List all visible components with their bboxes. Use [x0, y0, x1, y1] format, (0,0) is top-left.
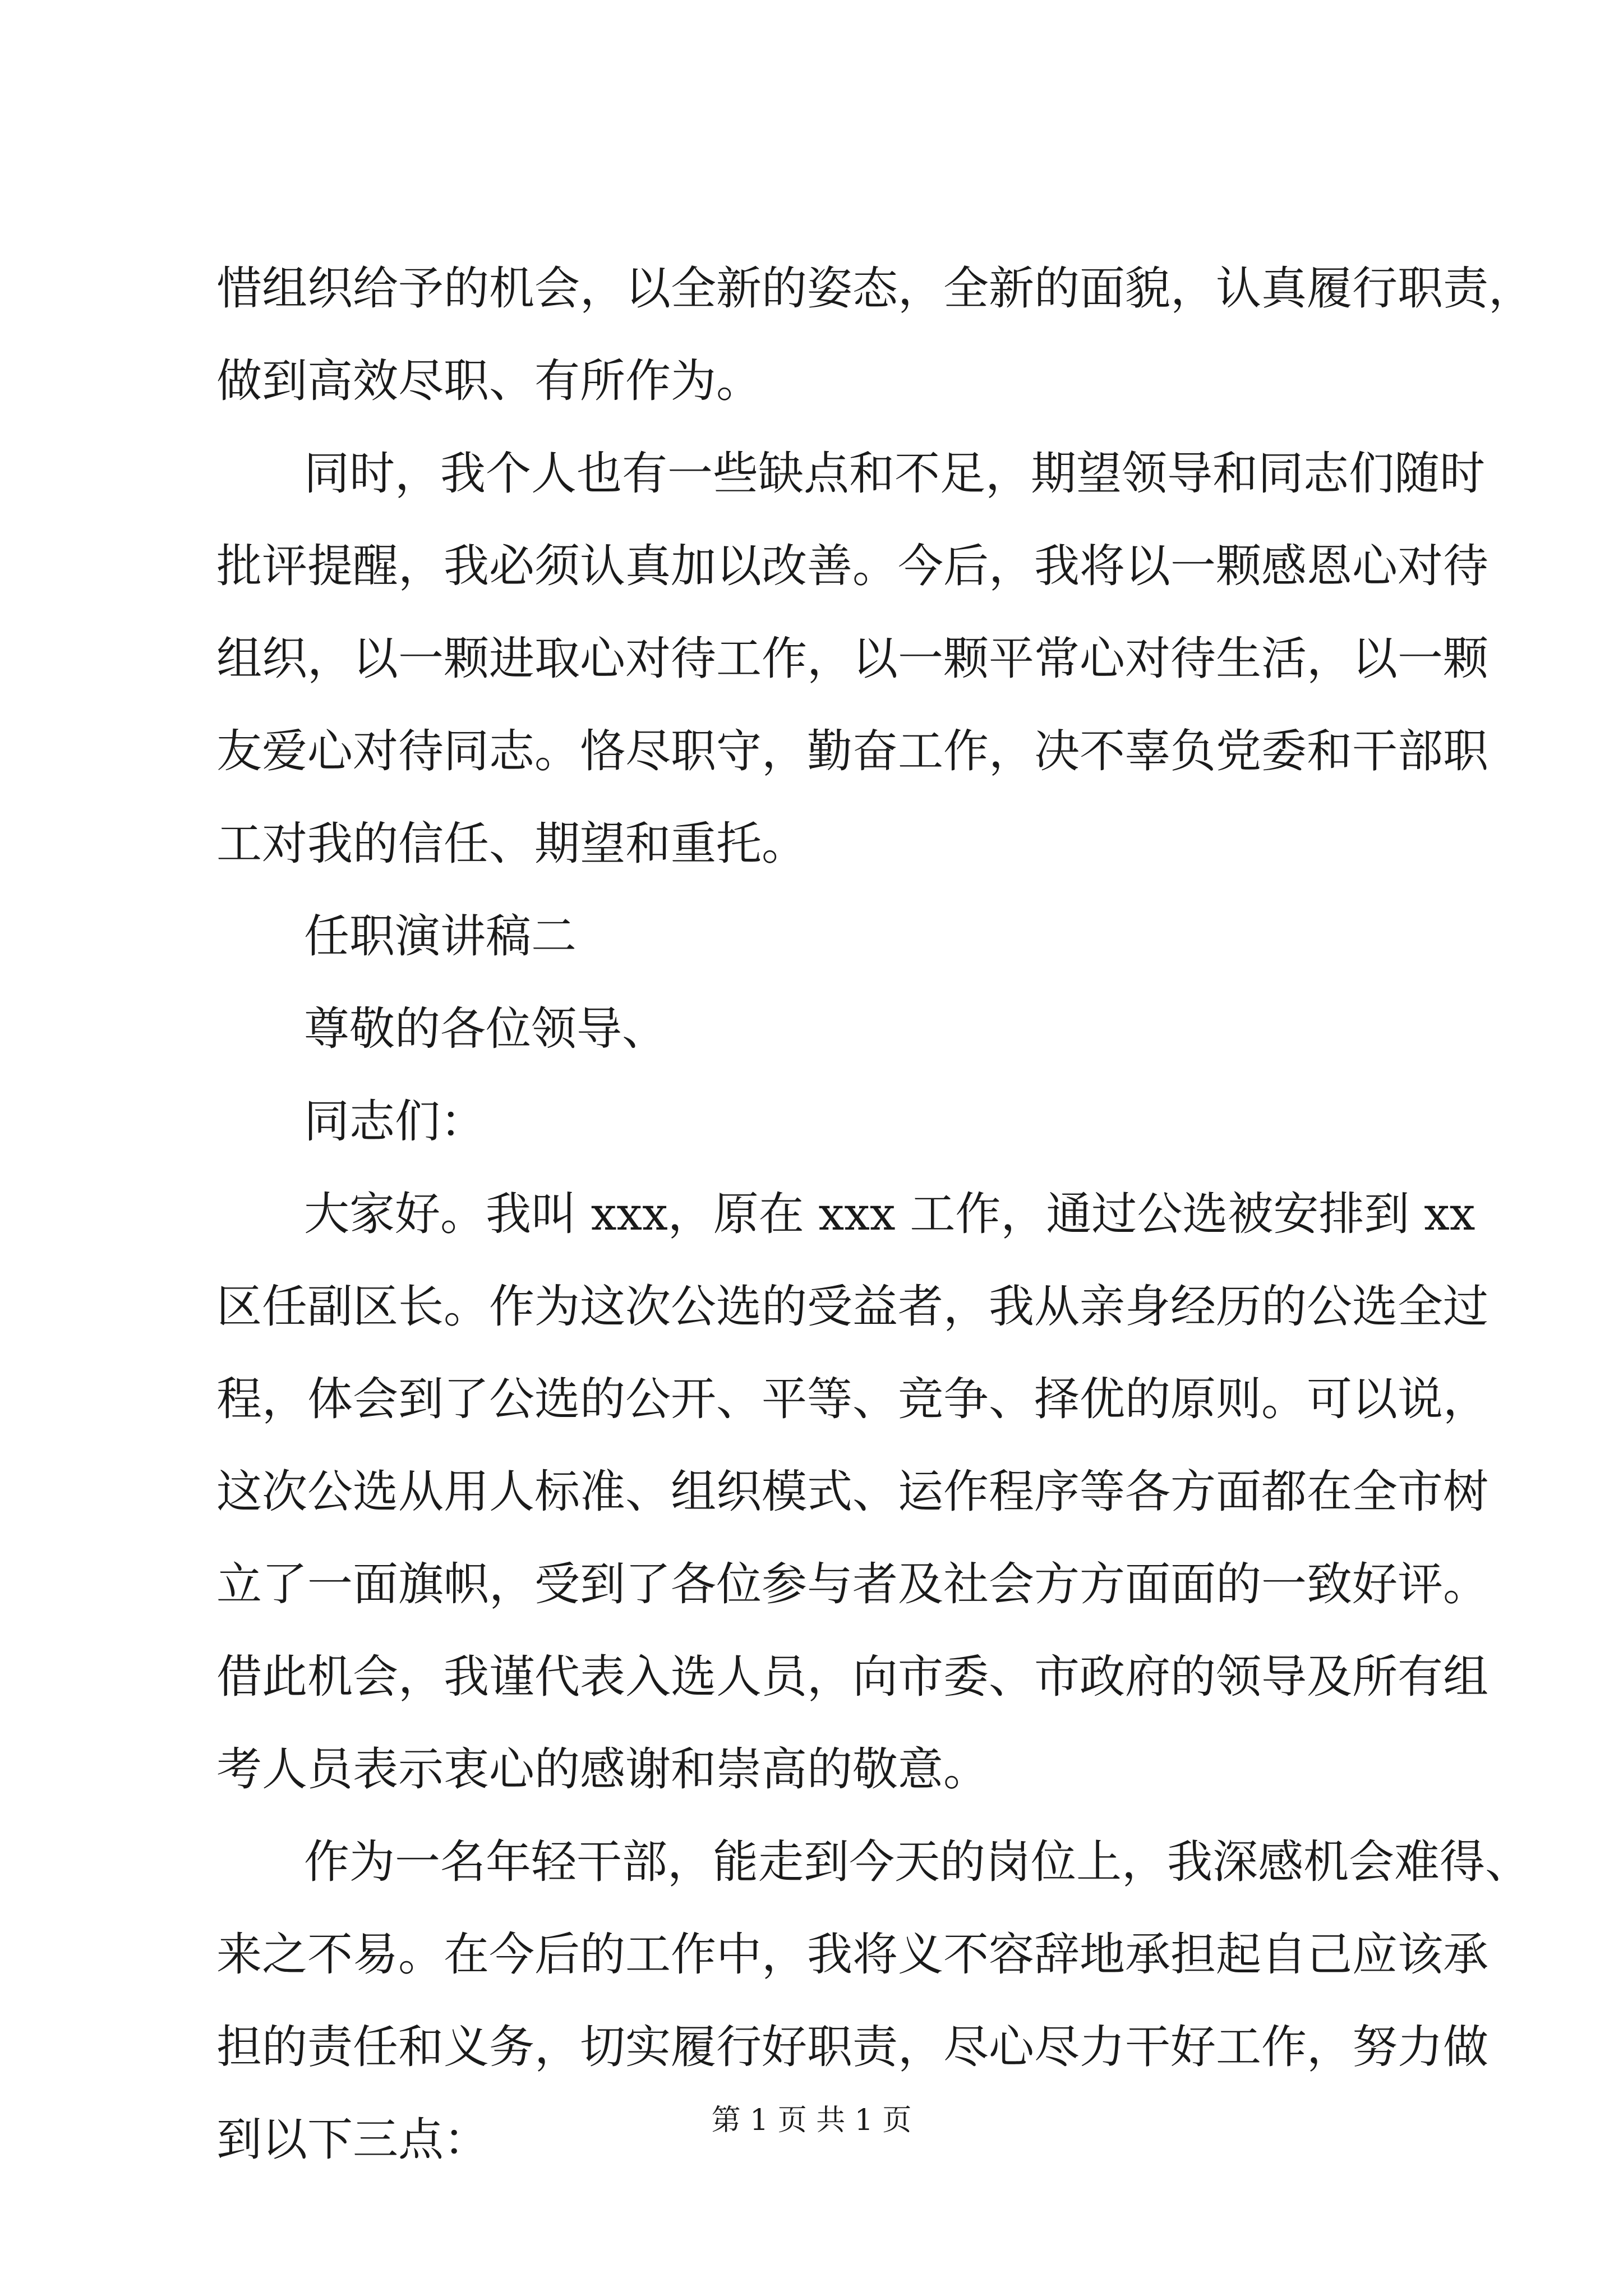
text-line: 作为一名年轻干部，能走到今天的岗位上，我深感机会难得、 — [304, 1836, 1531, 1889]
section-heading: 任职演讲稿二 — [304, 910, 577, 963]
text-line: 借此机会，我谨代表入选人员，向市委、市政府的领导及所有组 — [216, 1651, 1489, 1704]
text-line: 这次公选从用人标准、组织模式、运作程序等各方面都在全市树 — [216, 1466, 1489, 1519]
text-line: 考人员表示衷心的感谢和崇高的敬意。 — [216, 1743, 989, 1796]
text-line: 工对我的信任、期望和重托。 — [216, 818, 808, 871]
salutation-line: 尊敬的各位领导、 — [304, 1003, 668, 1056]
text-line: 做到高效尽职、有所作为。 — [216, 355, 762, 408]
text-line: 担的责任和义务，切实履行好职责，尽心尽力干好工作，努力做 — [216, 2021, 1489, 2074]
text-line: 惜组织给予的机会，以全新的姿态，全新的面貌，认真履行职责， — [216, 263, 1534, 315]
text-line: 程，体会到了公选的公开、平等、竞争、择优的原则。可以说， — [216, 1373, 1489, 1426]
page-footer: 第 1 页 共 1 页 — [711, 2104, 912, 2137]
text-line: 大家好。我叫 xxx，原在 xxx 工作，通过公选被安排到 xx — [304, 1188, 1476, 1241]
text-line: 批评提醒，我必须认真加以改善。今后，我将以一颗感恩心对待 — [216, 540, 1489, 593]
salutation-line: 同志们： — [304, 1096, 486, 1148]
text-line: 区任副区长。作为这次公选的受益者，我从亲身经历的公选全过 — [216, 1281, 1489, 1333]
text-line: 到以下三点： — [216, 2114, 490, 2166]
text-line: 同时，我个人也有一些缺点和不足，期望领导和同志们随时 — [304, 448, 1486, 500]
document-body — [216, 243, 1534, 2187]
text-line: 友爱心对待同志。恪尽职守，勤奋工作，决不辜负党委和干部职 — [216, 725, 1489, 778]
text-line: 来之不易。在今后的工作中，我将义不容辞地承担起自己应该承 — [216, 1929, 1489, 1981]
text-line: 组织，以一颗进取心对待工作，以一颗平常心对待生活，以一颗 — [216, 633, 1489, 685]
text-line: 立了一面旗帜，受到了各位参与者及社会方方面面的一致好评。 — [216, 1558, 1489, 1611]
